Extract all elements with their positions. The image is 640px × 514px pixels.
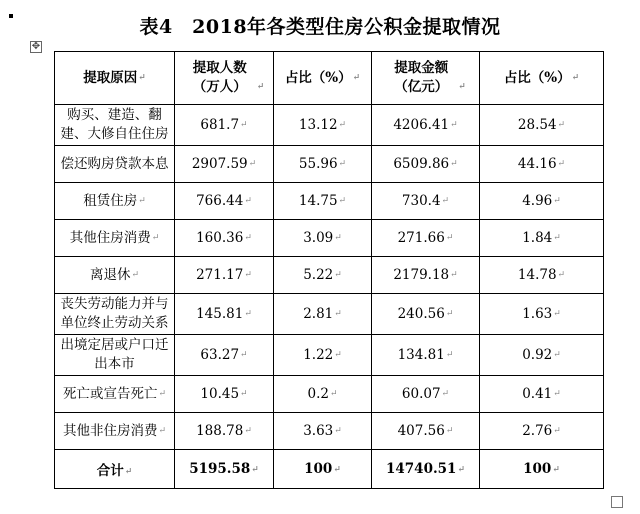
header-amount: 提取金额（亿元） ↵ xyxy=(372,52,480,105)
cell-people: 63.27↵ xyxy=(175,335,274,376)
cell-amount: 134.81↵ xyxy=(372,335,480,376)
cell-amount-pct: 1.63↵ xyxy=(480,294,604,335)
cell-amount-pct: 28.54↵ xyxy=(480,105,604,146)
cell-people: 766.44↵ xyxy=(175,183,274,220)
cell-people: 271.17↵ xyxy=(175,257,274,294)
cell-reason: 偿还购房贷款本息 xyxy=(55,146,175,183)
cell-people-pct: 14.75↵ xyxy=(274,183,372,220)
table-title: 表4 2018年各类型住房公积金提取情况 xyxy=(139,16,501,38)
table-row xyxy=(55,376,604,413)
table-row xyxy=(55,335,604,376)
cell-people: 160.36↵ xyxy=(175,220,274,257)
cell-people-pct: 55.96↵ xyxy=(274,146,372,183)
cell-people: 10.45↵ xyxy=(175,376,274,413)
cell-reason: 离退休↵ xyxy=(55,257,175,294)
withdrawal-table xyxy=(54,51,604,489)
cell-people-pct: 5.22↵ xyxy=(274,257,372,294)
cell-people-pct: 13.12↵ xyxy=(274,105,372,146)
cell-amount: 407.56↵ xyxy=(372,413,480,450)
cell-people-pct: 0.2↵ xyxy=(274,376,372,413)
cell-amount: 6509.86↵ xyxy=(372,146,480,183)
table-row xyxy=(55,294,604,335)
header-people-pct: 占比（%）↵ xyxy=(274,52,372,105)
cell-people: 5195.58↵ xyxy=(175,450,274,489)
cell-people: 2907.59↵ xyxy=(175,146,274,183)
cell-amount-pct: 2.76↵ xyxy=(480,413,604,450)
table-header-row xyxy=(55,52,604,105)
table-row xyxy=(55,257,604,294)
cell-amount-pct: 0.92↵ xyxy=(480,335,604,376)
table-row xyxy=(55,220,604,257)
cell-people: 188.78↵ xyxy=(175,413,274,450)
cell-people: 145.81↵ xyxy=(175,294,274,335)
cell-reason: 死亡或宣告死亡↵ xyxy=(55,376,175,413)
cell-reason: 租赁住房↵ xyxy=(55,183,175,220)
cell-amount: 730.4↵ xyxy=(372,183,480,220)
cell-people-pct: 3.63↵ xyxy=(274,413,372,450)
cell-reason: 其他住房消费↵ xyxy=(55,220,175,257)
cell-amount-pct: 44.16↵ xyxy=(480,146,604,183)
cell-reason: 丧失劳动能力并与单位终止劳动关系 xyxy=(55,294,175,335)
table-row xyxy=(55,105,604,146)
cell-amount-pct: 100↵ xyxy=(480,450,604,489)
cell-amount: 271.66↵ xyxy=(372,220,480,257)
table-row xyxy=(55,183,604,220)
cell-people-pct: 3.09↵ xyxy=(274,220,372,257)
cell-amount: 240.56↵ xyxy=(372,294,480,335)
cell-people: 681.7↵ xyxy=(175,105,274,146)
header-people: 提取人数（万人） ↵ xyxy=(175,52,274,105)
cell-amount-pct: 14.78↵ xyxy=(480,257,604,294)
cell-amount-pct: 4.96↵ xyxy=(480,183,604,220)
cell-amount: 2179.18↵ xyxy=(372,257,480,294)
cell-amount: 14740.51↵ xyxy=(372,450,480,489)
cell-reason: 购买、建造、翻建、大修自住住房 xyxy=(55,105,175,146)
table-resize-handle[interactable] xyxy=(611,496,623,508)
table-row xyxy=(55,413,604,450)
cell-people-pct: 1.22↵ xyxy=(274,335,372,376)
cell-reason: 合计↵ xyxy=(55,450,175,489)
cell-amount: 60.07↵ xyxy=(372,376,480,413)
header-reason: 提取原因↵ xyxy=(55,52,175,105)
cell-amount-pct: 0.41↵ xyxy=(480,376,604,413)
cell-people-pct: 2.81↵ xyxy=(274,294,372,335)
cell-reason: 出境定居或户口迁出本市 xyxy=(55,335,175,376)
cell-people-pct: 100↵ xyxy=(274,450,372,489)
table-move-handle-icon[interactable]: ✥ xyxy=(31,41,41,52)
cell-reason: 其他非住房消费↵ xyxy=(55,413,175,450)
cell-amount-pct: 1.84↵ xyxy=(480,220,604,257)
cell-amount: 4206.41↵ xyxy=(372,105,480,146)
header-amount-pct: 占比（%）↵ xyxy=(480,52,604,105)
table-row xyxy=(55,146,604,183)
table-total-row xyxy=(55,450,604,489)
